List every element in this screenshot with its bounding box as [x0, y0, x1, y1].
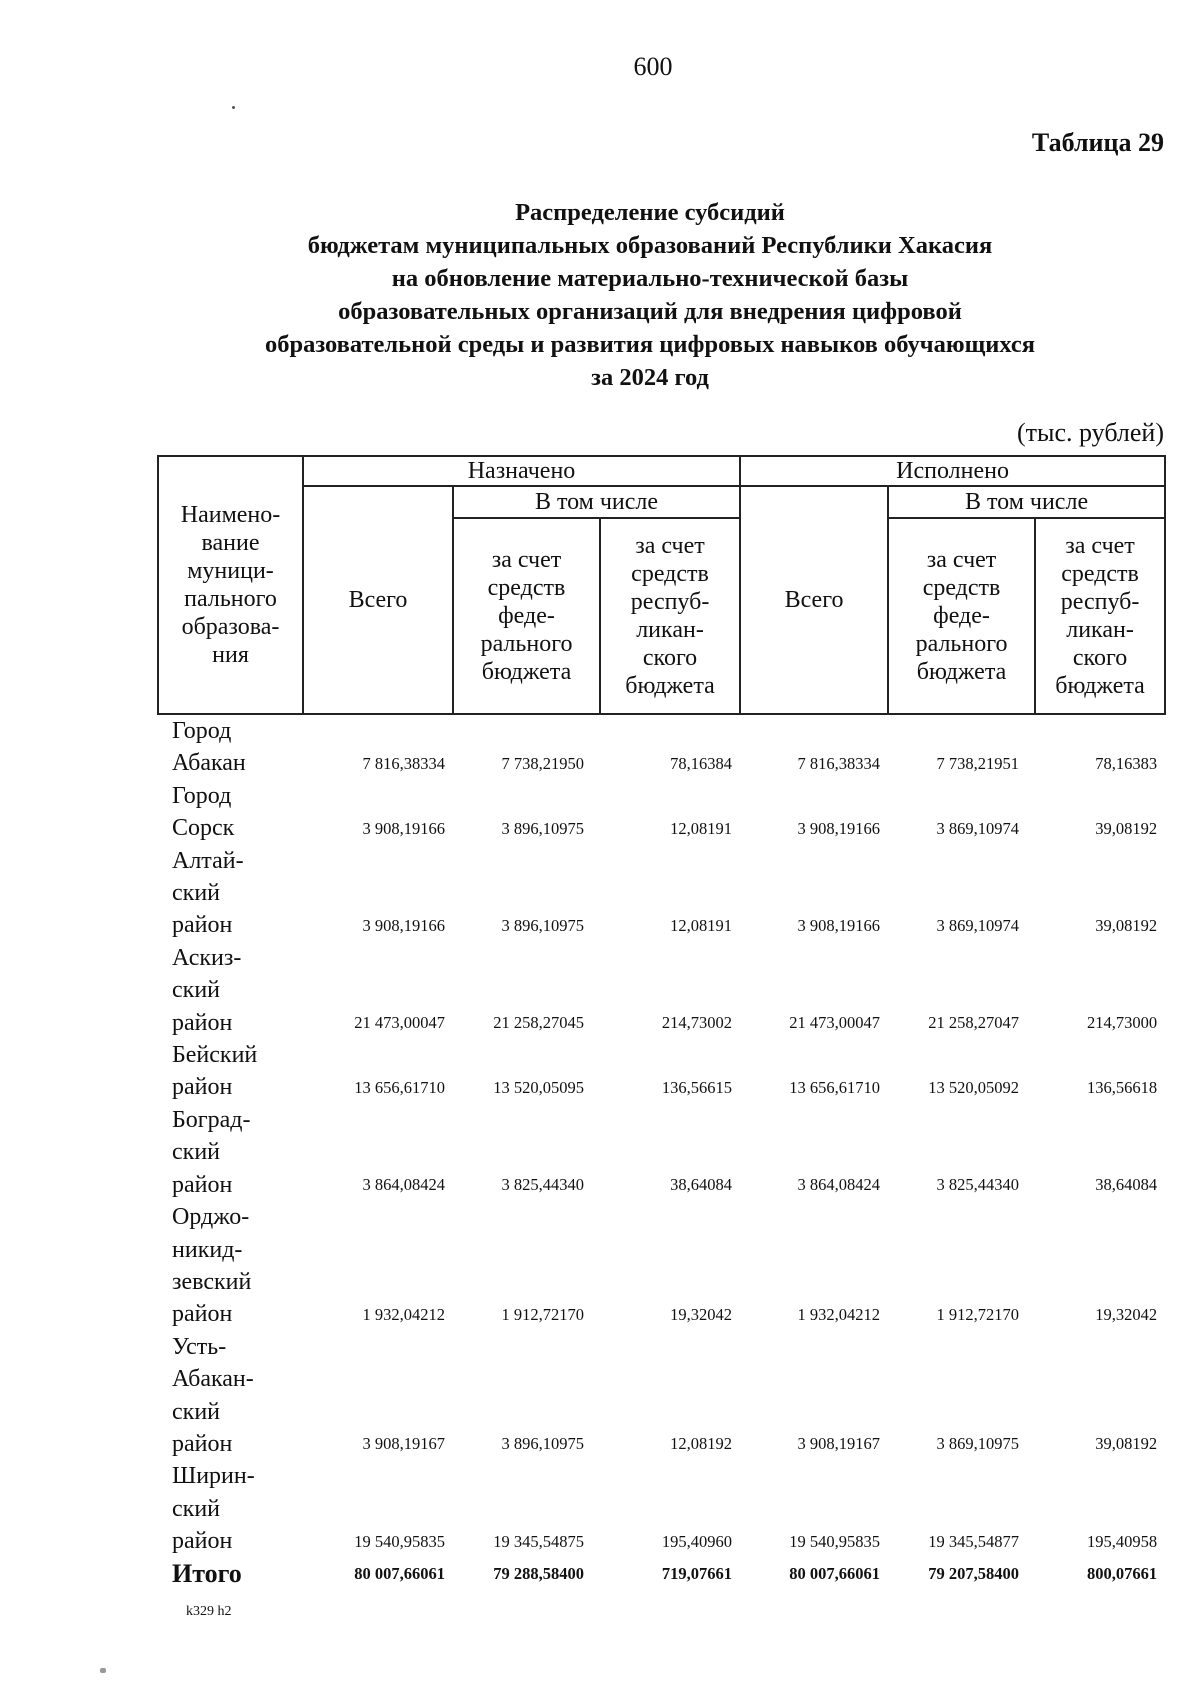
cell-assigned-total: 7 816,38334 — [362, 753, 445, 773]
table-body — [158, 714, 1165, 1590]
header-executed-total: Всего — [740, 486, 888, 714]
cell-assigned-republican: 12,08192 — [670, 1434, 733, 1454]
cell-executed-federal: 19 345,54877 — [928, 1531, 1020, 1551]
header-executed-including: В том числе — [888, 486, 1165, 518]
cell-executed-federal: 3 869,10974 — [936, 818, 1020, 838]
header-assigned-including: В том числе — [453, 486, 740, 518]
municipality-name-line: Аскиз- — [172, 944, 242, 971]
municipality-name-line: Абакан- — [172, 1366, 254, 1393]
municipality-name-line: Абакан — [172, 750, 246, 777]
municipality-name-line: никид- — [172, 1236, 243, 1263]
municipality-name-line: Город — [172, 782, 232, 809]
table-row — [158, 845, 1165, 942]
total-assigned-republican: 719,07661 — [661, 1563, 733, 1583]
title-line: образовательных организаций для внедрения цифровой — [338, 298, 962, 325]
municipality-name-line: ский — [172, 1495, 220, 1522]
cell-executed-total: 3 908,19167 — [797, 1434, 881, 1454]
header-name-column: Наимено- вание муници- пального образова- ния — [158, 456, 303, 714]
cell-assigned-federal: 7 738,21950 — [501, 753, 584, 773]
cell-executed-total: 21 473,00047 — [789, 1013, 881, 1033]
municipality-name — [158, 714, 303, 780]
municipality-name-line: Алтай- — [172, 847, 244, 874]
cell-assigned-federal: 13 520,05095 — [493, 1077, 584, 1097]
cell-assigned-total: 21 473,00047 — [354, 1013, 445, 1033]
cell-assigned-federal: 3 825,44340 — [501, 1175, 584, 1195]
cell-executed-republican: 19,32042 — [1095, 1304, 1158, 1324]
municipality-name — [158, 1201, 303, 1331]
table-row — [158, 714, 1165, 780]
cell-executed-total: 13 656,61710 — [789, 1077, 881, 1097]
municipality-name — [158, 780, 303, 845]
cell-assigned-federal: 3 896,10975 — [501, 915, 584, 935]
municipality-name-line: Город — [172, 718, 232, 744]
municipality-name-line: ский — [172, 1398, 220, 1425]
cell-executed-republican: 214,73000 — [1086, 1013, 1158, 1033]
municipality-name-line: Ширин- — [172, 1463, 255, 1490]
cell-assigned-total: 3 908,19166 — [362, 915, 445, 935]
cell-executed-federal: 3 869,10974 — [936, 915, 1020, 935]
municipality-name-line: район — [172, 1528, 233, 1555]
total-assigned-federal: 79 288,58400 — [493, 1563, 584, 1583]
cell-executed-federal: 3 825,44340 — [936, 1175, 1020, 1195]
municipality-name — [158, 1104, 303, 1201]
cell-assigned-federal: 19 345,54875 — [493, 1531, 584, 1551]
municipality-name — [158, 942, 303, 1039]
table-row — [158, 1201, 1165, 1331]
municipality-name-line: Сорск — [172, 815, 235, 842]
municipality-name-line: район — [172, 1009, 233, 1036]
footer-code: k329 h2 — [186, 1604, 232, 1619]
cell-assigned-republican: 12,08191 — [670, 915, 733, 935]
total-row — [158, 1558, 1165, 1590]
cell-assigned-republican: 136,56615 — [661, 1077, 733, 1097]
header-executed-federal: за счет средств феде- рального бюджета — [888, 518, 1035, 714]
table-row — [158, 1039, 1165, 1104]
municipality-name-line: Орджо- — [172, 1204, 250, 1231]
municipality-name-line: зевский — [172, 1268, 252, 1295]
total-assigned-total: 80 007,66061 — [354, 1563, 445, 1583]
header-executed-republican: за счет средств респуб- ликан- ского бюджета — [1035, 518, 1165, 714]
cell-executed-federal: 21 258,27047 — [928, 1013, 1020, 1033]
municipality-name-line: ский — [172, 1139, 220, 1166]
cell-assigned-total: 13 656,61710 — [354, 1077, 445, 1097]
cell-executed-republican: 39,08192 — [1095, 915, 1158, 935]
header-assigned-republican: за счет средств респуб- ликан- ского бюджета — [600, 518, 740, 714]
units-label: (тыс. рублей) — [1016, 418, 1164, 447]
cell-executed-total: 3 908,19166 — [797, 915, 881, 935]
title-line: за 2024 год — [591, 364, 709, 391]
table-row — [158, 1460, 1165, 1557]
cell-executed-federal: 7 738,21951 — [936, 753, 1020, 773]
cell-assigned-republican: 214,73002 — [661, 1013, 733, 1033]
cell-executed-republican: 38,64084 — [1095, 1175, 1158, 1195]
municipality-name-line: Бейский — [172, 1042, 258, 1069]
table-row — [158, 1331, 1165, 1461]
cell-executed-total: 1 932,04212 — [797, 1304, 881, 1324]
municipality-name — [158, 1331, 303, 1461]
cell-executed-republican: 39,08192 — [1095, 818, 1158, 838]
cell-assigned-republican: 78,16384 — [670, 753, 733, 773]
cell-executed-republican: 195,40958 — [1086, 1531, 1158, 1551]
header-executed: Исполнено — [740, 456, 1165, 486]
cell-executed-federal: 1 912,72170 — [936, 1304, 1020, 1324]
header-assigned-federal: за счет средств феде- рального бюджета — [453, 518, 600, 714]
cell-assigned-federal: 1 912,72170 — [501, 1304, 584, 1324]
total-executed-total: 80 007,66061 — [789, 1563, 881, 1583]
municipality-name-line: ский — [172, 977, 220, 1004]
title-line: Распределение субсидий — [515, 199, 785, 226]
table-row — [158, 1104, 1165, 1201]
cell-assigned-republican: 195,40960 — [661, 1531, 733, 1551]
title-line: бюджетам муниципальных образований Республики Хакасия — [307, 232, 993, 259]
header-assigned: Назначено — [303, 456, 740, 486]
cell-executed-federal: 3 869,10975 — [936, 1434, 1020, 1454]
municipality-name-line: район — [172, 1301, 233, 1328]
scan-speck — [100, 1668, 106, 1673]
cell-executed-total: 3 864,08424 — [797, 1175, 881, 1195]
municipality-name-line: район — [172, 1430, 233, 1457]
municipality-name-line: Усть- — [172, 1333, 227, 1360]
municipality-name-line: Боград- — [172, 1106, 251, 1133]
subsidy-table — [157, 455, 1166, 1590]
total-executed-republican: 800,07661 — [1086, 1563, 1158, 1583]
total-executed-federal: 79 207,58400 — [928, 1563, 1020, 1583]
cell-assigned-federal: 3 896,10975 — [501, 818, 584, 838]
document-title — [150, 196, 1150, 394]
municipality-name — [158, 1039, 303, 1104]
cell-assigned-republican: 12,08191 — [670, 818, 733, 838]
municipality-name — [158, 1460, 303, 1557]
scan-speck — [232, 106, 235, 109]
cell-executed-total: 7 816,38334 — [797, 753, 881, 773]
total-label: Итого — [172, 1558, 242, 1588]
cell-executed-republican: 39,08192 — [1095, 1434, 1158, 1454]
cell-assigned-republican: 38,64084 — [670, 1175, 733, 1195]
cell-executed-republican: 136,56618 — [1086, 1077, 1158, 1097]
header-assigned-total: Всего — [303, 486, 453, 714]
cell-assigned-republican: 19,32042 — [670, 1304, 733, 1324]
table-label: Таблица 29 — [1031, 128, 1164, 157]
municipality-name-line: район — [172, 912, 233, 939]
cell-assigned-total: 3 908,19166 — [362, 818, 445, 838]
title-line: на обновление материально-технической базы — [391, 265, 909, 292]
cell-assigned-total: 1 932,04212 — [362, 1304, 445, 1324]
page-number: 600 — [633, 52, 673, 81]
cell-assigned-total: 3 908,19167 — [362, 1434, 445, 1454]
title-line: образовательной среды и развития цифровых навыков обучающихся — [264, 331, 1036, 358]
cell-executed-total: 3 908,19166 — [797, 818, 881, 838]
cell-assigned-total: 3 864,08424 — [362, 1175, 445, 1195]
cell-assigned-federal: 21 258,27045 — [493, 1013, 584, 1033]
municipality-name-line: район — [172, 1171, 233, 1198]
table-row — [158, 780, 1165, 845]
table-row — [158, 942, 1165, 1039]
cell-executed-republican: 78,16383 — [1095, 753, 1158, 773]
municipality-name-line: ский — [172, 880, 220, 907]
municipality-name-line: район — [172, 1074, 233, 1101]
cell-assigned-total: 19 540,95835 — [354, 1531, 445, 1551]
cell-assigned-federal: 3 896,10975 — [501, 1434, 584, 1454]
cell-executed-total: 19 540,95835 — [789, 1531, 881, 1551]
municipality-name — [158, 845, 303, 942]
cell-executed-federal: 13 520,05092 — [928, 1077, 1020, 1097]
